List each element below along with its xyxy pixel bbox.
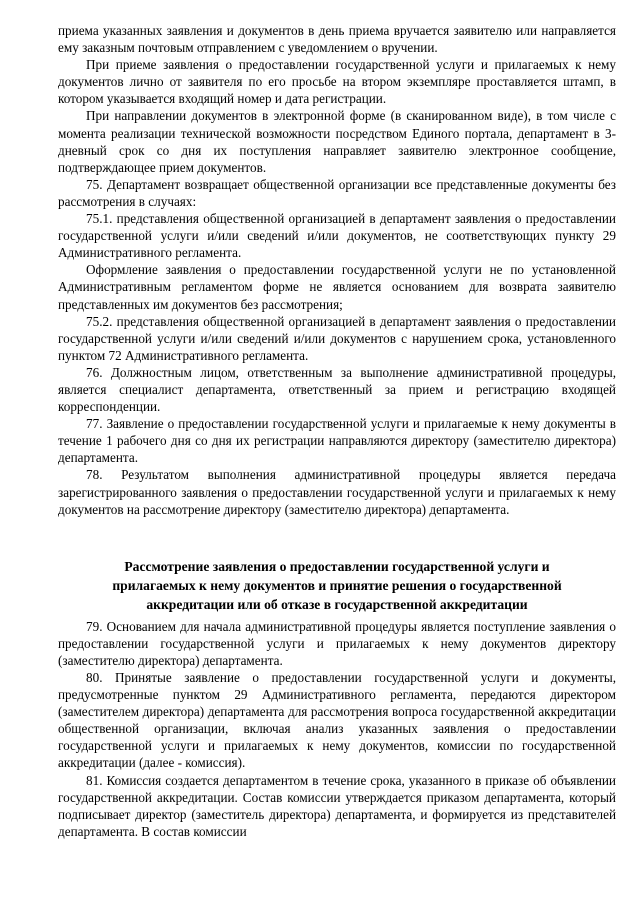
bottom-paragraphs [58,618,616,840]
paragraph-electronic-form: При направлении документов в электронной форме (в сканированном виде), в том числе с момента реализации технической возможности посредством Единого портала, департамент в 3-дневный срок со дня их поступления направляет заявителю электронное сообщение, подтверждающее прием документов. [58,108,616,175]
paragraph-75: 75. Департамент возвращает общественной организации все представленные документы без рассмотрения в случаях: [58,176,616,209]
paragraph-81: 81. Комиссия создается департаментом в течение срока, указанного в приказе об объявлении государственной аккредитации. Состав комиссии утверждается приказом департамента, который подписывает директор (заместитель директора) департамента, и формируется из представителей департамента. В состав комиссии [58,772,616,839]
paragraph-stamp: При приеме заявления о предоставлении государственной услуги и прилагаемых к нему документов лично от заявителя по его просьбе на втором экземпляре проставляется штамп, в котором указывается входящий номер и дата регистрации. [58,57,616,107]
paragraph-75-2: 75.2. представления общественной организацией в департамент заявления о предоставлении государственной услуги и/или сведений и/или документов с нарушением срока, установленного пунктом 72 Административного регламента. [58,313,616,363]
paragraph-76: 76. Должностным лицом, ответственным за выполнение административной процедуры, является специалист департамента, ответственный за прием и регистрацию входящей корреспонденции. [58,364,616,415]
paragraph-77: 77. Заявление о предоставлении государственной услуги и прилагаемые к нему документы в течение 1 рабочего дня со дня их регистрации направляются директору (заместителю директора) департамента. [58,416,616,466]
paragraph-75-1: 75.1. представления общественной организацией в департамент заявления о предоставлении государственной услуги и/или сведений и/или документов, не соответствующих пункту 29 Административного регламента. [58,211,616,261]
paragraph-form-note: Оформление заявления о предоставлении государственной услуги не по установленной Административным регламентом форме не является основанием для возврата заявителю представленных им документов без рассмотрения; [58,262,616,312]
section-heading [58,557,616,614]
paragraph-80: 80. Принятые заявление о предоставлении государственной услуги и документы, предусмотренные пунктом 29 Административного регламента, передаются директором (заместителем директора) департамента для рассмотрения вопроса государственной аккредитации общественной организации, включая анализ указанных заявления о предоставлении государственной услуги и прилагаемых к нему документов, комиссии по государственной аккредитации (далее - комиссия). [58,670,616,771]
section-heading-line: аккредитации или об отказе в государственной аккредитации [146,596,528,612]
top-paragraphs [58,22,616,518]
document-page [58,22,616,840]
section-heading-line: прилагаемых к нему документов и принятие решения о государственной [112,577,562,593]
paragraph-79: 79. Основанием для начала административной процедуры является поступление заявления о предоставлении государственной услуги и прилагаемых к нему документов директору (заместителю директора) департамента. [58,618,616,668]
paragraph-78: 78. Результатом выполнения административной процедуры является передача зарегистрированного заявления о предоставлении государственной услуги и прилагаемых к нему документов на рассмотрение директору (заместителю директора) департамента. [58,467,616,517]
section-heading-line: Рассмотрение заявления о предоставлении государственной услуги и [124,558,550,574]
paragraph-continuation: приема указанных заявления и документов в день приема вручается заявителю или направляется ему заказным почтовым отправлением с уведомлением о вручении. [58,23,616,56]
